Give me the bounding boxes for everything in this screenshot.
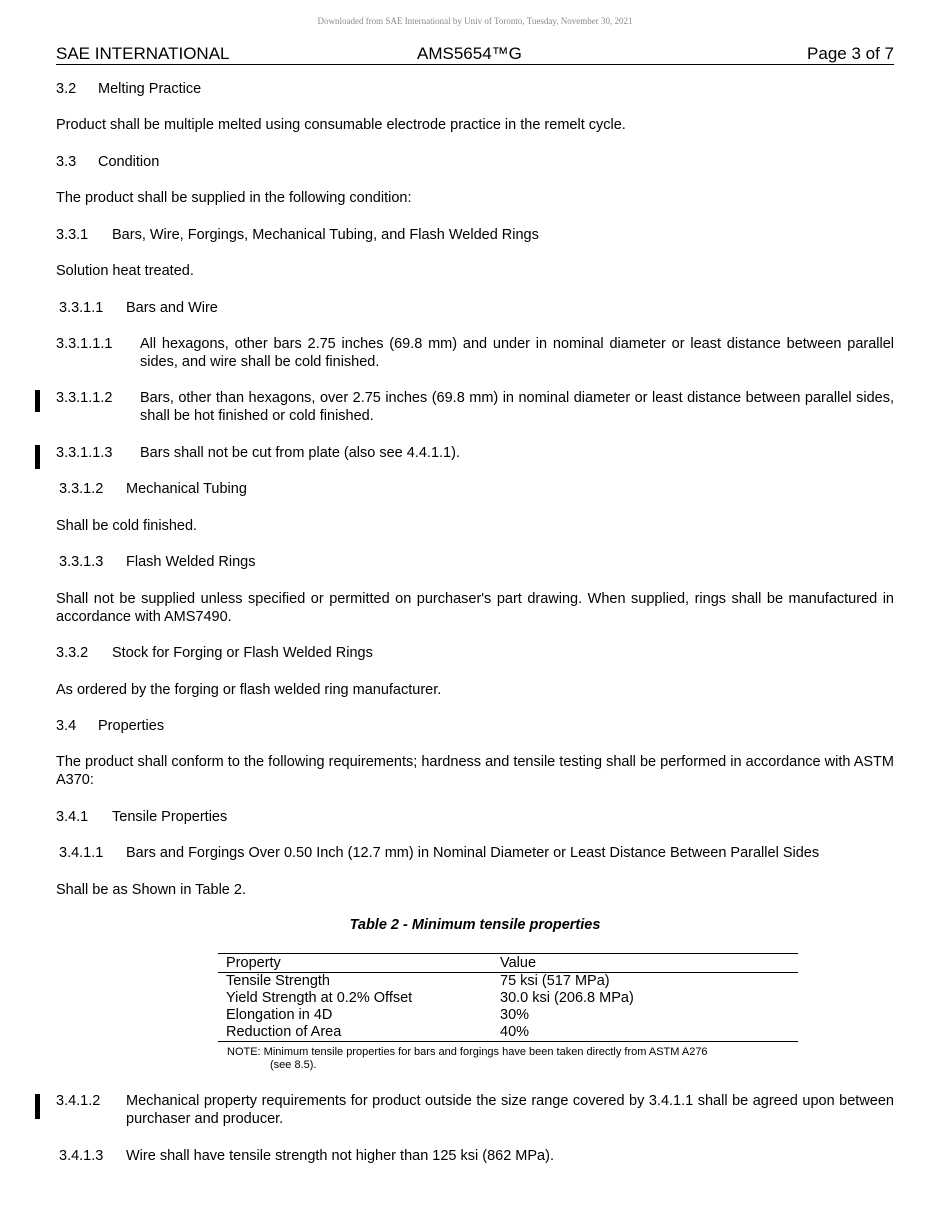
section-3-3-1-1-3-number: 3.3.1.1.3 <box>56 445 113 461</box>
table-note-line-2: (see 8.5). <box>270 1059 317 1071</box>
revision-change-bar <box>35 1094 40 1119</box>
section-title: Tensile Properties <box>112 809 228 825</box>
section-3-3-1-1-3-text: Bars shall not be cut from plate (also see 4.4.1.1). <box>140 445 460 461</box>
section-3-3-1-1-2-number: 3.3.1.1.2 <box>56 390 113 406</box>
column-header-value: Value <box>492 954 798 973</box>
section-number: 3.3.1.1 <box>59 300 104 316</box>
table-row <box>218 1007 798 1024</box>
section-3-3-1-body: Solution heat treated. <box>56 263 194 279</box>
section-number: 3.3.1.3 <box>59 554 104 570</box>
value-cell: 75 ksi (517 MPa) <box>500 973 610 989</box>
section-title: Mechanical Tubing <box>126 481 247 497</box>
section-3-4-1-1-body: Shall be as Shown in Table 2. <box>56 882 246 898</box>
section-number: 3.3.2 <box>56 645 89 661</box>
value-cell: 40% <box>492 1024 798 1042</box>
section-3-3-1-1-1-number: 3.3.1.1.1 <box>56 336 113 352</box>
table-note-line-1: NOTE: Minimum tensile properties for bars and forgings have been taken directly from ASTM A276 <box>227 1046 708 1058</box>
tensile-properties-table <box>218 953 798 1042</box>
property-cell: Tensile Strength <box>226 973 330 989</box>
section-3-2-body: Product shall be multiple melted using consumable electrode practice in the remelt cycle. <box>56 117 626 133</box>
section-3-4-1-3-text: Wire shall have tensile strength not higher than 125 ksi (862 MPa). <box>126 1148 554 1164</box>
value-cell: 30% <box>500 1007 530 1023</box>
table-caption: Table 2 - Minimum tensile properties <box>349 917 601 933</box>
section-title: Bars and Forgings Over 0.50 Inch (12.7 mm) in Nominal Diameter or Least Distance Between Parallel Sides <box>126 845 820 861</box>
section-3-4-1-2-number: 3.4.1.2 <box>56 1093 101 1109</box>
section-3-4-body: The product shall conform to the following requirements; hardness and tensile testing shall be performed in accordance with ASTM A370: <box>56 754 894 788</box>
section-title: Stock for Forging or Flash Welded Rings <box>112 645 373 661</box>
section-number: 3.4.1.1 <box>59 845 104 861</box>
section-3-3-1-2-body: Shall be cold finished. <box>56 518 198 534</box>
section-3-3-2-body: As ordered by the forging or flash welded ring manufacturer. <box>56 682 442 698</box>
table-note <box>227 1046 787 1072</box>
table-row <box>218 990 798 1007</box>
page-header <box>56 44 894 65</box>
table-row <box>218 1024 798 1042</box>
table-header-row <box>218 954 798 973</box>
section-3-3-1-3-body: Shall not be supplied unless specified or permitted on purchaser's part drawing. When supplied, rings shall be manufactured in accordance with AMS7490. <box>56 591 894 625</box>
table-row <box>218 973 798 991</box>
property-cell: Yield Strength at 0.2% Offset <box>226 990 413 1006</box>
section-3-4-1-3-number: 3.4.1.3 <box>59 1148 104 1164</box>
section-title: Melting Practice <box>98 81 202 97</box>
section-title: Bars, Wire, Forgings, Mechanical Tubing, and Flash Welded Rings <box>112 227 539 243</box>
section-3-3-1-1-2-text: Bars, other than hexagons, over 2.75 inches (69.8 mm) in nominal diameter or least distance between parallel sides, shall be hot finished or cold finished. <box>140 390 894 424</box>
header-document-number: AMS5654™G <box>417 44 522 63</box>
property-cell: Elongation in 4D <box>226 1007 333 1023</box>
download-watermark: Downloaded from SAE International by Univ of Toronto, Tuesday, November 30, 2021 <box>317 16 633 26</box>
section-3-3-body: The product shall be supplied in the following condition: <box>56 190 412 206</box>
section-number: 3.3 <box>56 154 77 170</box>
revision-change-bar <box>35 445 40 469</box>
section-number: 3.3.1 <box>56 227 89 243</box>
section-3-4-1-2-text: Mechanical property requirements for product outside the size range covered by 3.4.1.1 shall be agreed upon between purchaser and producer. <box>126 1093 894 1127</box>
column-header-property: Property <box>218 954 492 973</box>
section-number: 3.2 <box>56 81 77 97</box>
header-page-number: Page 3 of 7 <box>807 44 894 63</box>
header-organization: SAE INTERNATIONAL <box>56 44 230 63</box>
section-title: Condition <box>98 154 160 170</box>
section-number: 3.4 <box>56 718 77 734</box>
section-title: Properties <box>98 718 165 734</box>
section-title: Flash Welded Rings <box>126 554 256 570</box>
value-cell: 30.0 ksi (206.8 MPa) <box>500 990 634 1006</box>
section-number: 3.3.1.2 <box>59 481 104 497</box>
revision-change-bar <box>35 390 40 412</box>
section-number: 3.4.1 <box>56 809 89 825</box>
property-cell: Reduction of Area <box>218 1024 492 1042</box>
section-title: Bars and Wire <box>126 300 218 316</box>
section-3-3-1-1-1-text: All hexagons, other bars 2.75 inches (69.8 mm) and under in nominal diameter or least distance between parallel sides, and wire shall be cold finished. <box>140 336 894 370</box>
